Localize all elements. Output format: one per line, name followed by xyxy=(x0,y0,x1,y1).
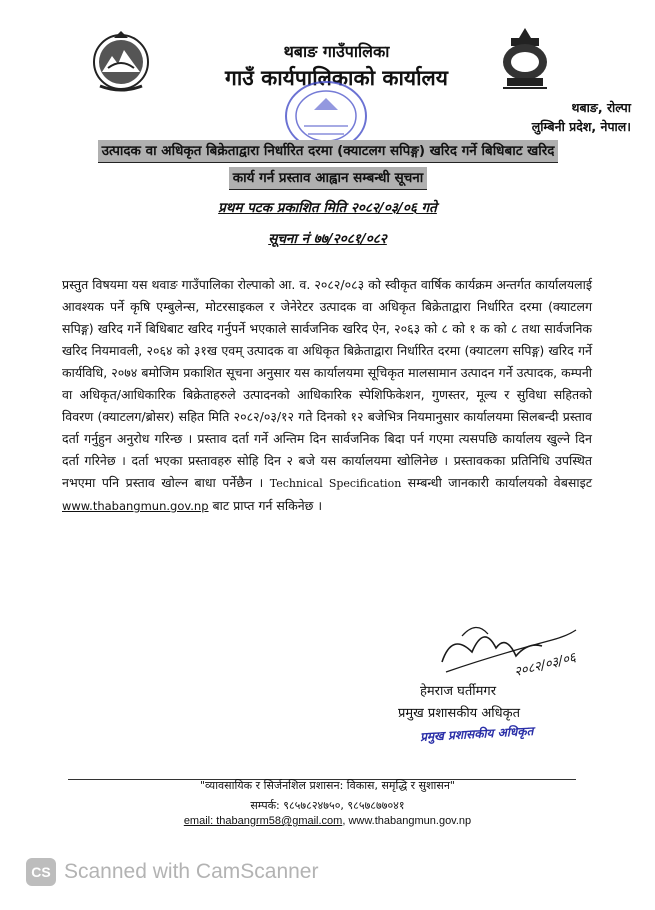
address-line-2: लुम्बिनी प्रदेश, नेपाल। xyxy=(531,119,631,134)
notice-body xyxy=(62,274,592,517)
footer-separator: , xyxy=(342,815,349,827)
body-text-website-lead: सम्बन्धी जानकारी कार्यालयको वेबसाइट xyxy=(401,475,593,490)
signatory-name: हेमराज घर्तीमगर xyxy=(420,684,497,699)
first-published-date: प्रथम पटक प्रकाशित मिति २०८२/०३/०६ गते xyxy=(218,200,437,216)
footer-email-link[interactable]: email: thabangrm58@gmail.com xyxy=(183,815,343,827)
handwritten-signature-icon xyxy=(432,612,582,684)
municipality-name: थबाङ गाउँपालिका xyxy=(283,42,390,61)
body-text-end: बाट प्राप्त गर्न सकिनेछ । xyxy=(208,498,323,513)
notice-number: सूचना नं ७७/२०८१/०८२ xyxy=(268,231,387,247)
camscanner-logo-icon: CS xyxy=(26,858,56,886)
camscanner-watermark xyxy=(26,856,318,888)
municipality-logo-icon xyxy=(497,24,553,92)
office-address xyxy=(532,98,631,136)
address-line-1: थबाङ, रोल्पा xyxy=(571,100,631,115)
office-name: गाउँ कार्यपालिकाको कार्यालय xyxy=(225,66,448,90)
notice-subject xyxy=(80,140,576,190)
body-text-main: प्रस्तुत विषयमा यस थवाङ गाउँपालिका रोल्पाको आ. व. २०८२/०८३ को स्वीकृत वार्षिक कार्यक्रम अन्तर्गत कार्यालयलाई आवश्यक पर्ने कृषि एम्बुलेन्स, मोटरसाइकल र जेनेरेटर उत्पादक वा अधिकृत बिक्रेताद्वारा निर्धारित दरमा (क्याटलग सपिङ्ग) खरिद गर्ने बिधिबाट खरिद गर्नुपर्ने भएकाले सार्वजनिक खरिद ऐन, २०६३ को ८ को १ क को ८ तथा सार्वजनिक खरिद नियमावली, २०६४ को ३१ख एवम् उत्पादक वा अधिकृत बिक्रेताद्वारा निर्धारित दरमा (क्याटलग सपिङ्ग) खरिद गर्ने कार्यविधि, २०७४ बमोजिम प्रकाशित सूचना अनुसार यस कार्यालयमा सूचिकृत मालसामान उत्पादन गर्ने उत्पादक, कम्पनी वा अधिकृत/आधिकारिक बिक्रेताहरुले उत्पादनको आधिकारिक स्पेशिफिकेशन, गुणस्तर, मूल्य र सुविधा सहितको विवरण (क्याटलग/ब्रोसर) सहित मिति २०८२/०३/१२ गते दिनको १२ बजेभित्र नियमानुसार कार्यालयमा सिलबन्दी प्रस्ताव दर्ता गर्नुहुन अनुरोध गरिन्छ । प्रस्ताव दर्ता गर्ने अन्तिम दिन सार्वजनिक बिदा पर्न गएमा त्यसपछि कार्यालय खुल्ने दिन दर्ता गरिनेछ । दर्ता भएका प्रस्तावहरु सोहि दिन २ बजे यस कार्यालयमा खोलिनेछ । प्रस्तावकका प्रतिनिधि उपस्थित नभएमा पनि प्रस्ताव खोल्न बाधा पर्नेछैन । xyxy=(62,277,592,490)
signature-date: २०८२/०३/०६ xyxy=(512,650,578,681)
website-link[interactable]: www.thabangmun.gov.np xyxy=(62,499,209,513)
footer-motto: "व्यावसायिक र सिर्जनशिल प्रशासन: विकास, समृद्धि र सुशासन" xyxy=(200,779,455,792)
footer-contact: सम्पर्क: ९८५७८२४७५०, ९८५७८७७०४१ xyxy=(250,799,405,812)
subject-line-2: कार्य गर्न प्रस्ताव आह्वान सम्बन्धी सूचना xyxy=(229,167,428,190)
signatory-title: प्रमुख प्रशासकीय अधिकृत xyxy=(398,706,521,721)
footer-website-link[interactable]: www.thabangmun.gov.np xyxy=(348,815,472,827)
signatory-stamp: प्रमुख प्रशासकीय अधिकृत xyxy=(419,724,534,744)
subject-line-1: उत्पादक वा अधिकृत बिक्रेताद्वारा निर्धारित दरमा (क्याटलग सपिङ्ग) खरिद गर्ने बिधिबाट खरिद xyxy=(98,140,559,163)
footer-email-website xyxy=(0,815,655,827)
tech-spec-text: Technical Specification xyxy=(269,477,402,490)
camscanner-text: Scanned with CamScanner xyxy=(64,860,319,883)
